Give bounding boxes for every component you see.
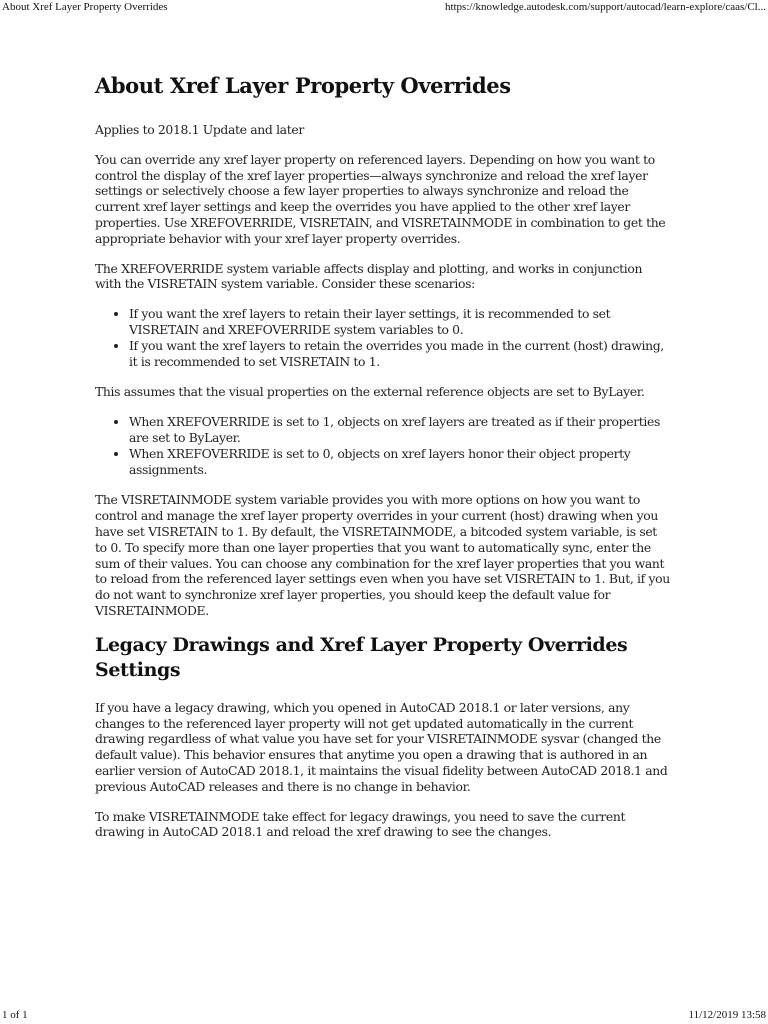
list-item: • When XREFOVERRIDE is set to 0, objects on xref layers honor their object property assignments.	[129, 446, 670, 478]
print-datetime: 11/12/2019 13:58	[688, 1009, 766, 1021]
print-header	[0, 0, 768, 16]
page-number: 1 of 1	[2, 1009, 28, 1021]
visretainmode-paragraph: The VISRETAINMODE system variable provides you with more options on how you want to control and manage the xref layer property overrides in your current (host) drawing when you have set VISRETAIN to 1. By default, the VISRETAINMODE, a bitcoded system variable, is set to 0. To specify more than one layer properties that you want to automatically sync, enter the sum of their values. You can choose any combination for the xref layer properties that you want to reload from the referenced layer settings even when you have set VISRETAIN to 1. But, if you do not want to synchronize xref layer properties, you should keep the default value for VISRETAINMODE.	[95, 492, 670, 618]
override-values-list	[95, 414, 670, 477]
print-header-title: About Xref Layer Property Overrides	[2, 1, 168, 13]
scenarios-list	[95, 306, 670, 369]
intro-paragraph: You can override any xref layer property on referenced layers. Depending on how you want to control the display of the xref layer properties—always synchronize and reload the xref layer settings or selectively choose a few layer properties to always synchronize and reload the current xref layer settings and keep the overrides you have applied to the other xref layer properties. Use XREFOVERRIDE, VISRETAIN, and VISRETAINMODE in combination to get the appropriate behavior with your xref layer property overrides.	[95, 151, 666, 246]
print-footer	[0, 1008, 768, 1024]
list-item: • If you want the xref layers to retain their layer settings, it is recommended to set VISRETAIN and XREFOVERRIDE system variables to 0.	[129, 306, 670, 338]
applies-to: Applies to 2018.1 Update and later	[95, 122, 304, 137]
bylayer-paragraph: This assumes that the visual properties on the external reference objects are set to ByLayer.	[95, 384, 645, 400]
legacy-heading: Legacy Drawings and Xref Layer Property Overrides Settings	[95, 633, 628, 681]
article	[95, 66, 670, 854]
page-title: About Xref Layer Property Overrides	[95, 73, 511, 98]
list-item: • When XREFOVERRIDE is set to 1, objects on xref layers are treated as if their properties are set to ByLayer.	[129, 414, 670, 446]
legacy-save-paragraph: To make VISRETAINMODE take effect for legacy drawings, you need to save the current drawing in AutoCAD 2018.1 and reload the xref drawing to see the changes.	[95, 808, 626, 840]
legacy-paragraph: If you have a legacy drawing, which you opened in AutoCAD 2018.1 or later versions, any changes to the referenced layer property will not get updated automatically in the current drawing regardless of what value you have set for your VISRETAINMODE sysvar (changed the default value). This behavior ensures that anytime you open a drawing that is authored in an earlier version of AutoCAD 2018.1, it maintains the visual fidelity between AutoCAD 2018.1 and previous AutoCAD releases and there is no change in behavior.	[95, 699, 668, 794]
print-header-url[interactable]: https://knowledge.autodesk.com/support/autocad/learn-explore/caas/Cl...	[444, 1, 766, 13]
list-item: • If you want the xref layers to retain the overrides you made in the current (host) drawing, it is recommended to set VISRETAIN to 1.	[129, 338, 670, 370]
xrefoverride-paragraph: The XREFOVERRIDE system variable affects display and plotting, and works in conjunction with the VISRETAIN system variable. Consider these scenarios:	[95, 260, 643, 292]
